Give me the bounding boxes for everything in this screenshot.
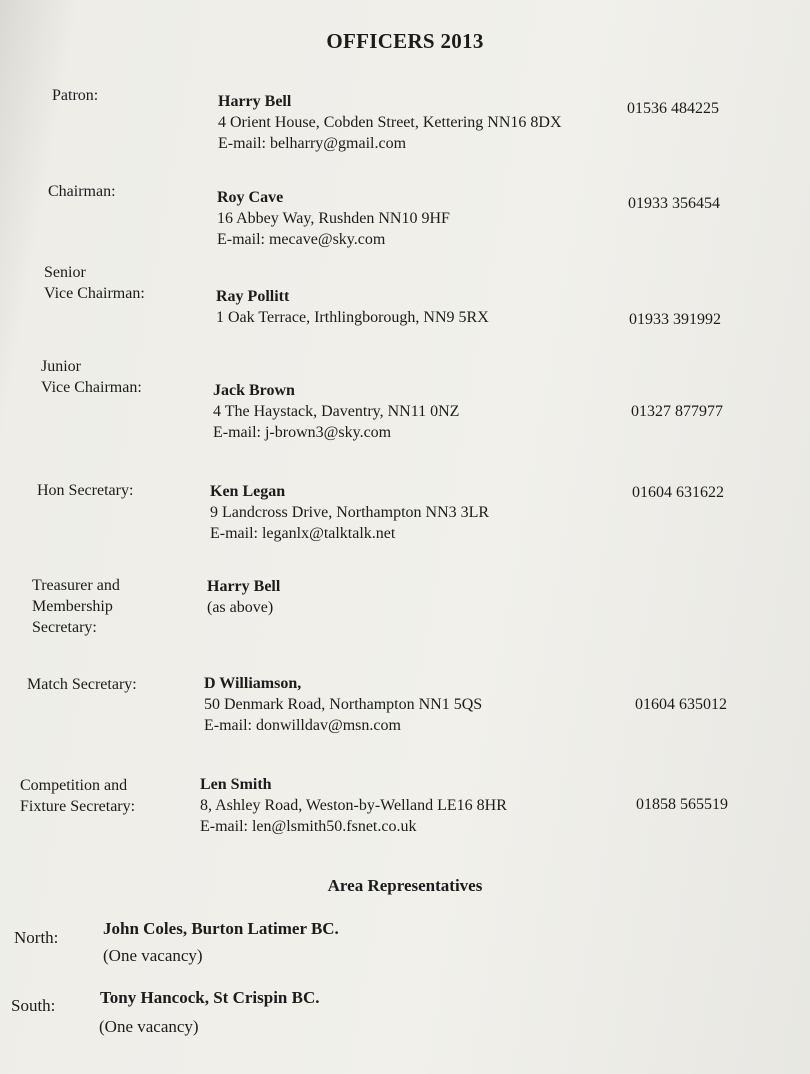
officer-address: 1 Oak Terrace, Irthlingborough, NN9 5RX <box>216 309 489 326</box>
officer-phone: 01536 484225 <box>627 100 719 117</box>
officer-email: E-mail: donwilldav@msn.com <box>204 717 401 734</box>
officer-address: 50 Denmark Road, Northampton NN1 5QS <box>204 696 483 713</box>
officer-note: (as above) <box>207 599 274 616</box>
officer-name: D Williamson, <box>204 675 302 692</box>
area-rep-north-name: John Coles, Burton Latimer BC. <box>103 919 339 938</box>
officer-name: Len Smith <box>200 776 272 793</box>
officer-patron <box>218 91 562 154</box>
officer-phone: 01933 391992 <box>629 311 721 328</box>
role-label: Match Secretary: <box>27 676 137 693</box>
area-rep-north-note: (One vacancy) <box>103 946 203 965</box>
officer-address: 4 Orient House, Cobden Street, Kettering NN16 8DX <box>218 114 562 131</box>
officer-junior-vice-chairman <box>213 380 459 443</box>
role-label: Senior <box>44 264 86 281</box>
officer-name: Jack Brown <box>213 382 295 399</box>
role-label: Vice Chairman: <box>41 379 142 396</box>
role-chairman <box>48 181 116 202</box>
role-label: Secretary: <box>32 619 97 636</box>
officer-address: 4 The Haystack, Daventry, NN11 0NZ <box>213 403 460 420</box>
officer-email: E-mail: leganlx@talktalk.net <box>210 525 396 542</box>
officer-competition-secretary <box>200 774 507 837</box>
area-rep-south-name: Tony Hancock, St Crispin BC. <box>100 988 320 1007</box>
role-label: Treasurer and <box>32 577 120 594</box>
role-label: Hon Secretary: <box>37 482 134 499</box>
officer-email: E-mail: j-brown3@sky.com <box>213 424 392 441</box>
area-label-south: South: <box>11 996 56 1015</box>
officer-address: 16 Abbey Way, Rushden NN10 9HF <box>217 210 450 227</box>
role-junior-vice-chairman <box>41 356 142 398</box>
role-label: Patron: <box>52 87 99 104</box>
role-treasurer <box>32 575 120 638</box>
role-competition-secretary <box>20 775 135 817</box>
officer-chairman <box>217 187 450 250</box>
officer-address: 9 Landcross Drive, Northampton NN3 3LR <box>210 504 490 521</box>
officer-name: Roy Cave <box>217 189 284 206</box>
role-label: Chairman: <box>48 183 116 200</box>
role-patron <box>52 85 98 106</box>
officer-phone: 01604 635012 <box>635 696 727 713</box>
officer-name: Harry Bell <box>218 93 292 110</box>
role-match-secretary <box>27 674 137 695</box>
officer-address: 8, Ashley Road, Weston-by-Welland LE16 8HR <box>200 797 507 814</box>
officer-name: Ken Legan <box>210 483 286 500</box>
officer-phone: 01933 356454 <box>628 195 720 212</box>
role-label: Fixture Secretary: <box>20 798 136 815</box>
area-label-north: North: <box>14 928 59 947</box>
role-senior-vice-chairman <box>44 262 145 304</box>
role-hon-secretary <box>37 480 133 501</box>
officer-email: E-mail: len@lsmith50.fsnet.co.uk <box>200 818 417 835</box>
role-label: Junior <box>41 358 81 375</box>
officer-phone: 01858 565519 <box>636 796 728 813</box>
officer-senior-vice-chairman <box>216 286 489 328</box>
officer-match-secretary <box>204 673 482 736</box>
officer-hon-secretary <box>210 481 489 544</box>
officer-name: Harry Bell <box>207 578 281 595</box>
page-title: OFFICERS 2013 <box>326 29 484 53</box>
role-label: Vice Chairman: <box>44 285 145 302</box>
area-rep-south-note: (One vacancy) <box>99 1017 199 1036</box>
officer-phone: 01327 877977 <box>631 403 723 420</box>
role-label: Membership <box>32 598 113 615</box>
officer-treasurer <box>207 576 280 618</box>
role-label: Competition and <box>20 777 128 794</box>
officer-email: E-mail: belharry@gmail.com <box>218 135 407 152</box>
officer-name: Ray Pollitt <box>216 288 290 305</box>
officer-email: E-mail: mecave@sky.com <box>217 231 386 248</box>
officer-phone: 01604 631622 <box>632 484 724 501</box>
area-representatives-heading: Area Representatives <box>327 876 483 895</box>
